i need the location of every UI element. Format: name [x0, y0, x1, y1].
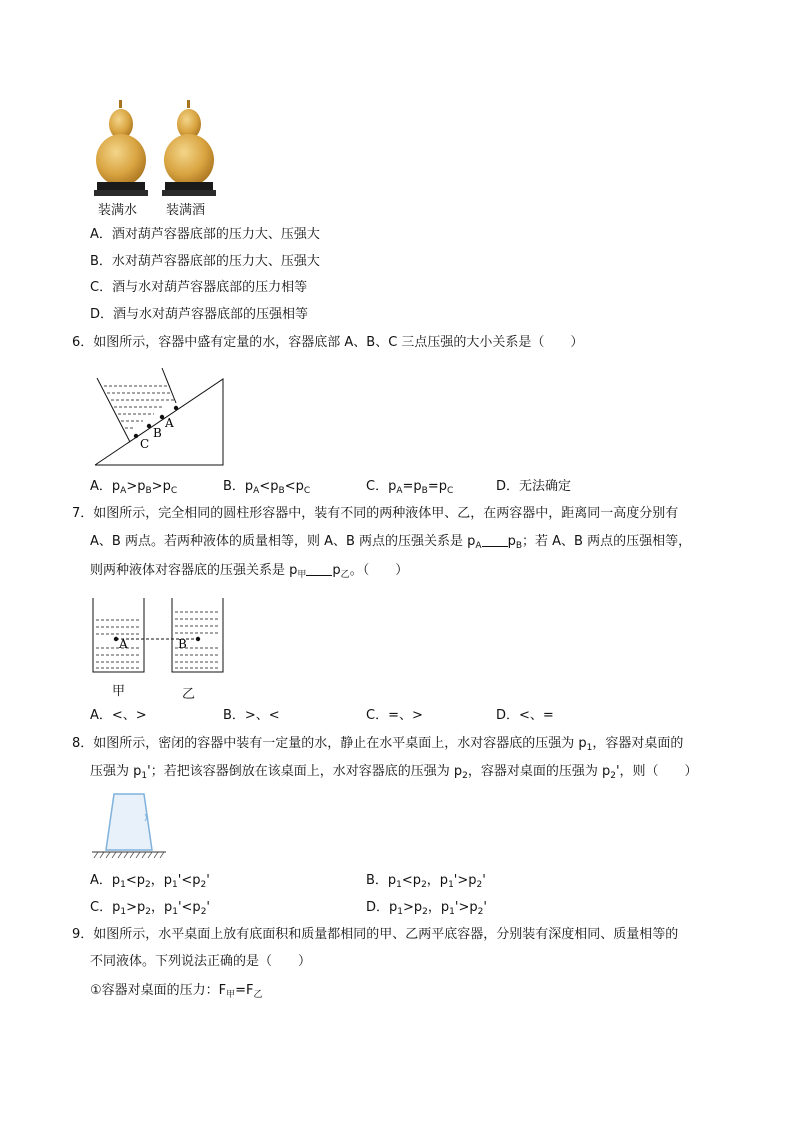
q5-option-c[interactable]: C．酒与水对葫芦容器底部的压力相等 — [90, 280, 308, 295]
q6-figure — [92, 364, 228, 468]
q8-option-b[interactable]: B．$p_1<p_2$，$p_1'>p_2'$ — [366, 873, 486, 890]
q5-option-a[interactable]: A．酒对葫芦容器底部的压力大、压强大 — [90, 227, 320, 242]
q5-option-b[interactable]: B．水对葫芦容器底部的压力大、压强大 — [90, 254, 320, 269]
q8-option-c[interactable]: C．$p_1>p_2$，$p_1'<p_2'$ — [90, 900, 210, 917]
q6-stem: 6．如图所示，容器中盛有定量的水，容器底部 A、B、C 三点压强的大小关系是（ ） — [72, 335, 584, 350]
q7-option-a[interactable]: A．<、> — [90, 708, 147, 723]
q7-option-d[interactable]: D．<、= — [496, 708, 554, 723]
q7-option-c[interactable]: C．=、> — [366, 708, 423, 723]
q8-option-a[interactable]: A．$p_1<p_2$，$p_1'<p_2'$ — [90, 873, 210, 890]
q7-figure — [90, 596, 228, 676]
gourd-figure — [92, 98, 222, 198]
q8-stem-line2: 压强为 $p_1'$；若把该容器倒放在该桌面上，水对容器底的压强为 $p_2$，容器对桌面的压强为 $p_2'$，则（ ） — [90, 764, 698, 781]
q7-stem-line1: 7．如图所示，完全相同的圆柱形容器中，装有不同的两种液体甲、乙，在两容器中，距离同一高度分别有 — [72, 506, 679, 521]
gourd-water — [94, 100, 148, 196]
q8-option-d[interactable]: D．$p_1>p_2$，$p_1'>p_2'$ — [366, 900, 487, 917]
q6-option-c[interactable]: C．$p_A=p_B=p_C$ — [366, 479, 454, 496]
q7-stem-line3: 则两种液体对容器底的压强关系是 $p_甲$ $p_乙$。（ ） — [90, 563, 409, 580]
gourd-label-wine: 装满酒 — [166, 203, 206, 218]
q7-blank-1[interactable] — [482, 534, 508, 547]
q9-stem-line2: 不同液体。下列说法正确的是（ ） — [90, 954, 312, 969]
q6-option-b[interactable]: B．$p_A<p_B<p_C$ — [223, 479, 311, 496]
q9-stem-line1: 9．如图所示，水平桌面上放有底面积和质量都相同的甲、乙两平底容器，分别装有深度相同、质量相等的 — [72, 927, 679, 942]
q5-option-d[interactable]: D．酒与水对葫芦容器底部的压强相等 — [90, 307, 309, 322]
q6-option-d[interactable]: D．无法确定 — [496, 479, 572, 494]
q7-option-b[interactable]: B．>、< — [223, 708, 280, 723]
gourd-wine — [162, 100, 216, 196]
q7-blank-2[interactable] — [306, 563, 332, 576]
q8-stem-line1: 8．如图所示，密闭的容器中装有一定量的水，静止在水平桌面上，水对容器底的压强为 $p_1$，容器对桌面的 — [72, 736, 684, 753]
q6-point-b: B — [153, 426, 162, 440]
q7-label-jia: 甲 — [112, 684, 126, 699]
q7-stem-line2: A、B 两点。若两种液体的质量相等，则 A、B 两点的压强关系是 $p_A$ $p_B$；若 A、B 两点的压强相等， — [90, 534, 692, 551]
q6-point-c: C — [140, 437, 150, 451]
q7-point-b: B — [178, 637, 187, 651]
q6-option-a[interactable]: A．$p_A>p_B>p_C$ — [90, 479, 178, 496]
q7-label-yi: 乙 — [182, 687, 196, 702]
q9-statement-1: ①容器对桌面的压力：$F_甲=F_乙$ — [90, 983, 263, 1000]
q8-figure — [90, 790, 170, 860]
q7-point-a: A — [119, 637, 128, 651]
q6-point-a: A — [165, 416, 174, 430]
gourd-label-water: 装满水 — [98, 203, 138, 218]
